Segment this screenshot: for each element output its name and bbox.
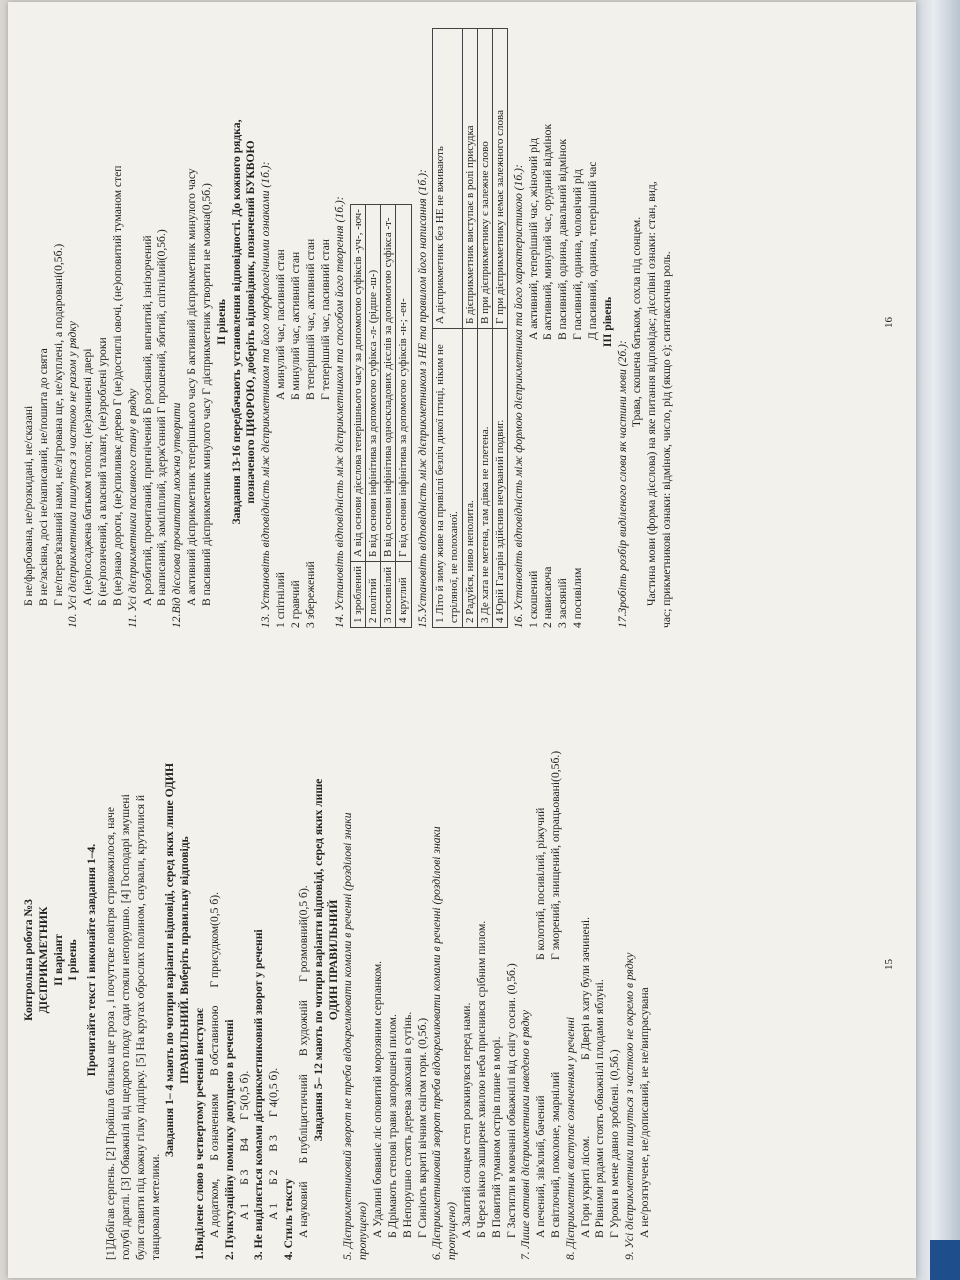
option: Б (не)позичений, а власний талант, (не)зроблені уроки bbox=[96, 337, 110, 606]
match-left: 4 посивілим bbox=[571, 567, 585, 628]
text-line: [1]Добігав серпень. [2] Пройшла близька ще гроза , і почуттєве повітря стривожилося, наче bbox=[104, 807, 118, 1260]
match-left bbox=[586, 358, 601, 628]
question-4: 4. Стиль тексту bbox=[282, 1178, 296, 1260]
table-cell: А дієприкметник без НЕ не вживають bbox=[433, 29, 462, 329]
page-16 bbox=[22, 16, 902, 628]
level-2-heading: ІІ рівень bbox=[214, 299, 228, 345]
table-cell: Б від основи інфінітива за допомогою суфікса -л- (рідше -ш-) bbox=[366, 205, 381, 562]
match-left: 2 нависаюча bbox=[541, 566, 555, 628]
question-15-table bbox=[432, 28, 507, 628]
page-number: 16 bbox=[882, 317, 895, 328]
option: В 3 bbox=[267, 1135, 281, 1152]
option: Б 3 bbox=[237, 1169, 251, 1185]
question-16-row bbox=[556, 16, 571, 628]
table-cell: 2 політий bbox=[366, 562, 381, 628]
variant-label: ІІ варіант bbox=[51, 934, 65, 986]
option: А розбитий, прочитаний, пригнічений Б розсіяний, вигнитий, ізнізорчений bbox=[140, 235, 154, 606]
option: Б колотий, посивілий, ріжучий bbox=[534, 807, 548, 960]
question-16-row bbox=[527, 16, 542, 628]
option: В написаний, заміліплий, здерж'єнний Г прошений, збитий, спітнілий(0,5б.) bbox=[155, 229, 169, 606]
option: В Рівними рядами стоять обважнілі плодами яблуні. bbox=[593, 979, 607, 1238]
task-header: Завдання 5– 12 мають по чотири варіанти відповіді, серед яких лише bbox=[311, 778, 325, 1142]
option: А Гори укриті лісом. bbox=[578, 1135, 592, 1238]
test-title: Контрольна робота №3 bbox=[22, 899, 35, 1021]
test-topic: ДІЄПРИКМЕТНИК bbox=[36, 906, 50, 1014]
question-15: 15.Установіть відповідність між дієприкметником з НЕ та правилом його написання (1б.): bbox=[415, 169, 429, 628]
text-line: голубі драглі. [3] Обважнілі від щедрого плоду сади стояли непорушно. [4] Господарі змушені bbox=[118, 794, 132, 1260]
question-1: 1.Виділене слово в четвертому реченні виступає bbox=[193, 1008, 207, 1260]
table-cell: 1 Літо й зиму живе на привіллі безліч дикої птиці, ніким не стріляної, не полоханої. bbox=[433, 329, 462, 628]
table-cell: Г від основи інфінітива за допомогою суфіксів -н-; -ен- bbox=[396, 205, 411, 562]
table-cell: 4 круглий bbox=[396, 562, 411, 628]
table-cell: Г при дієприкметнику немає залежного слова bbox=[492, 29, 507, 329]
table-cell: В при дієприкметнику є залежне слово bbox=[477, 29, 492, 329]
question-13-row bbox=[304, 16, 319, 628]
option: А (не)посаджена батьком тополя; (не)зачинені двері bbox=[81, 348, 95, 606]
option: В (не)знаю дороги, (не)спиливає деревo Г (не)достиглі овочі, (не)оповитий туманом степ bbox=[110, 165, 124, 606]
task-header: Завдання 1– 4 мають по чотири варіанти відповіді, серед яких лише ОДИН bbox=[163, 762, 177, 1158]
question-16: 16. Установіть відповідність між формою дієприкметника та його характеристикою (1б.): bbox=[511, 164, 525, 628]
question-17-hint: Частина мови (форма дієслова) на яке питання відповідає; дієслівні ознаки: стан, вид, bbox=[645, 181, 659, 606]
option: Г присудком(0,5 б). bbox=[207, 892, 221, 988]
option: А печений, зів'ялий, бачений bbox=[534, 1095, 548, 1238]
option: В4 bbox=[237, 1138, 251, 1152]
option: Г Уроки в мене давно зроблені. (0,5б.) bbox=[608, 1049, 622, 1238]
match-left: 3 засяяній bbox=[556, 578, 570, 628]
rotated-content bbox=[8, 2, 916, 1278]
option: Б Через вікно заширене хвилою неба приснився срібним пилом. bbox=[474, 920, 488, 1238]
table-row bbox=[381, 205, 396, 628]
option: Г 5(0,5 б). bbox=[237, 1070, 251, 1121]
table-cell: 4 Юрій Гагарін здійснив нечуваний подвиг. bbox=[492, 329, 507, 628]
task-header: ОДИН ПРАВИЛЬНИЙ bbox=[326, 899, 340, 1021]
option: А додатком, bbox=[207, 1178, 221, 1238]
question-11: 11. Усі дієприкметники пасивного стану в рядку bbox=[125, 388, 139, 628]
question-16-row bbox=[586, 16, 601, 628]
option: В не/засіяна, досі не/написаний, не/пошита до свята bbox=[36, 348, 50, 606]
question-14-table bbox=[350, 204, 411, 628]
option: А Залитий сонцем степ розкинувся перед нами. bbox=[460, 1002, 474, 1238]
option: В світлочий, поколоне, змарнілий bbox=[548, 1071, 562, 1238]
table-cell: 2 Радуйся, ниво неполита. bbox=[462, 329, 477, 628]
question-10: 10. Усі дієприкметники пишуться з часткою не разом у рядку bbox=[66, 321, 80, 628]
table-row bbox=[462, 29, 477, 628]
option: Б Двері в хату були зачинені. bbox=[578, 916, 592, 1060]
option: А 1 bbox=[237, 1202, 251, 1220]
option: Б не/фарбована, не/розкидані, не/сказані bbox=[22, 405, 35, 606]
table-cell: В від основи інфінітива односкладових дієслів за допомогою суфікса -т- bbox=[381, 205, 396, 562]
option: В Непорушно стоять дерева закохані в сутінь. bbox=[400, 1011, 414, 1238]
task-header: позначеного ЦИФРОЮ, доберіть відповідник, позначений БУКВОЮ bbox=[244, 140, 258, 504]
option: Г зморений, знищений, опрацьовані(0,5б.) bbox=[548, 750, 562, 960]
question-7-options-row1 bbox=[534, 660, 549, 1260]
match-right: В пасивний, однина, давальний відмінок bbox=[556, 138, 570, 340]
question-17-hint: час; прикметникові ознаки: відмінок, число, рід (якщо є); синтаксична роль. bbox=[660, 251, 674, 628]
match-left: 1 скошений bbox=[526, 570, 540, 628]
option: Г розмовний(0,5 б). bbox=[296, 885, 310, 983]
match-right: Д пасивний, однина, теперішній час bbox=[585, 161, 599, 340]
question-2-options bbox=[238, 660, 253, 1260]
question-6: 6. Дієприкметниковий зворот треба відокремлювати комами в реченні (розділові знаки bbox=[430, 826, 444, 1260]
question-12: 12.Від дієслова прочитати можна утворити bbox=[170, 402, 184, 628]
question-16-row bbox=[571, 16, 586, 628]
question-5: 5. Дієприкметниковий зворот не треба відокремлювати комами в реченні (розділові знаки bbox=[341, 812, 355, 1260]
option: А Удалині бовваніє ліс оповитий морозяним серпанком. bbox=[371, 960, 385, 1238]
match-right: А активний, теперішній час, жіночий рід bbox=[526, 138, 540, 340]
question-7-options-row2 bbox=[549, 660, 564, 1260]
option: Г Застигли в мовчанні обважнілі від снігу сосни. (0,5б.) bbox=[504, 963, 518, 1238]
table-row bbox=[396, 205, 411, 628]
text-line: танцювали метелики. bbox=[148, 1153, 162, 1260]
option: В художній bbox=[296, 1000, 310, 1057]
option: В Повитий туманом острів плине в морі. bbox=[489, 1036, 503, 1238]
option: А 1 bbox=[267, 1202, 281, 1220]
reading-text bbox=[104, 660, 163, 1260]
table-row bbox=[477, 29, 492, 628]
option: Г Синіють вкриті вічним снігом гори. (0,5б.) bbox=[415, 1017, 429, 1238]
question-13: 13. Установіть відповідність між дієприкметником та його морфологічними ознаками (1б.): bbox=[259, 161, 273, 628]
level-1-heading: І рівень bbox=[66, 939, 80, 981]
blue-corner-label bbox=[930, 1240, 960, 1280]
task-header: ПРАВИЛЬНИЙ. Виберіть правильну відповідь bbox=[178, 836, 192, 1084]
option: Б публіцистичний bbox=[296, 1074, 310, 1164]
match-right: В теперішній час, активний стан bbox=[303, 238, 317, 400]
page-number: 15 bbox=[882, 959, 895, 970]
match-right: Г теперішній час, пасивний стан bbox=[318, 239, 332, 400]
option: А науковий bbox=[296, 1181, 310, 1238]
option: В обставиною bbox=[207, 1005, 221, 1076]
level-3-heading: ІІІ рівень bbox=[600, 296, 614, 348]
match-left: 1 спітнілий bbox=[274, 572, 288, 628]
question-9: 9. Усі дієприкметники пишуться з часткою не окремо в рядку bbox=[623, 952, 637, 1260]
option: Г 4(0,5 б). bbox=[267, 1067, 281, 1118]
question-2: 2. Пунктуаційну помилку допущено в реченні bbox=[222, 1019, 236, 1260]
text-instruction: Прочитайте текст і виконайте завдання 1–4. bbox=[85, 843, 99, 1077]
table-row bbox=[366, 205, 381, 628]
table-cell: А від основи дієслова теперішнього часу за допомогою суфіксів -уч-, -юч- bbox=[351, 205, 366, 562]
match-left: 2 гравчий bbox=[288, 580, 302, 628]
match-right: Г пасивний, однина, чоловічий рід bbox=[571, 169, 585, 340]
question-7: 7. Лише активні дієприкметники наведено в рядку bbox=[519, 1009, 533, 1260]
question-4-options bbox=[297, 660, 312, 1260]
table-cell: 3 посивілий bbox=[381, 562, 396, 628]
task-header: Завдання 13-16 передбачають установлення відповідності. До кожного рядка, bbox=[229, 119, 243, 525]
page-15 bbox=[22, 660, 902, 1260]
question-3-options bbox=[267, 660, 282, 1260]
question-5-cont: пропущено) bbox=[356, 1202, 370, 1260]
question-13-row bbox=[289, 16, 304, 628]
question-8-options-row1 bbox=[579, 660, 594, 1260]
table-row bbox=[433, 29, 462, 628]
question-13-row bbox=[274, 16, 289, 628]
table-row bbox=[351, 205, 366, 628]
option: А не/розгнучене, не/дописаний, не не/випрасувана bbox=[637, 987, 651, 1238]
table-cell: 1 зроблений bbox=[351, 562, 366, 628]
table-row bbox=[492, 29, 507, 628]
match-right: А минулий час, пасивний стан bbox=[274, 249, 288, 400]
adjacent-paper-edge bbox=[916, 0, 960, 1280]
question-6-cont: пропущено) bbox=[445, 1202, 459, 1260]
option: Б означенням bbox=[207, 1093, 221, 1161]
option: В пасивний дієприкметник минулого часу Г дієприкметник утворити не можна(0,5б.) bbox=[199, 183, 213, 606]
match-right: Б минулий час, активний стан bbox=[288, 251, 302, 400]
question-16-row bbox=[541, 16, 556, 628]
option: Б 2 bbox=[267, 1169, 281, 1185]
option: Г не/перев'язанний нами, не/зігрована ще, не/куплені, а подаровані(0,5б.) bbox=[51, 243, 65, 606]
question-8: 8. Дієприкметник виступає означенням у реченні bbox=[563, 1016, 577, 1260]
question-3: 3. Не виділяється комами дієприкметниковий зворот у реченні bbox=[252, 929, 266, 1260]
question-17-sentence: Трава, скошена батьком, сохла під сонцем. bbox=[630, 216, 644, 428]
match-right: Б активний, минулий час, орудний відмінок bbox=[541, 123, 555, 340]
question-17: 17.Зробіть розбір виділеного слова як частини мови (2б.): bbox=[615, 340, 629, 628]
option: Б Дрімають степові трави запорошені пилом. bbox=[385, 1014, 399, 1238]
question-1-options bbox=[208, 660, 223, 1260]
option: А активний дієприкметник теперішнього часу Б активний дієприкметник минулого часу bbox=[185, 168, 199, 606]
table-cell: 3 Де хата не метена, там дівка не плетена. bbox=[477, 329, 492, 628]
match-left: 3 збережений bbox=[303, 561, 317, 628]
question-14: 14. Установіть відповідність між дієприкметником та способом його творення (1б.): bbox=[333, 196, 347, 628]
text-line: були ставити під кожну гілку підпірку. [5] На кругах оброслих полином, снували, крутилися й bbox=[133, 794, 147, 1260]
table-cell: Б дієприкметник виступає в ролі присудка bbox=[462, 29, 477, 329]
